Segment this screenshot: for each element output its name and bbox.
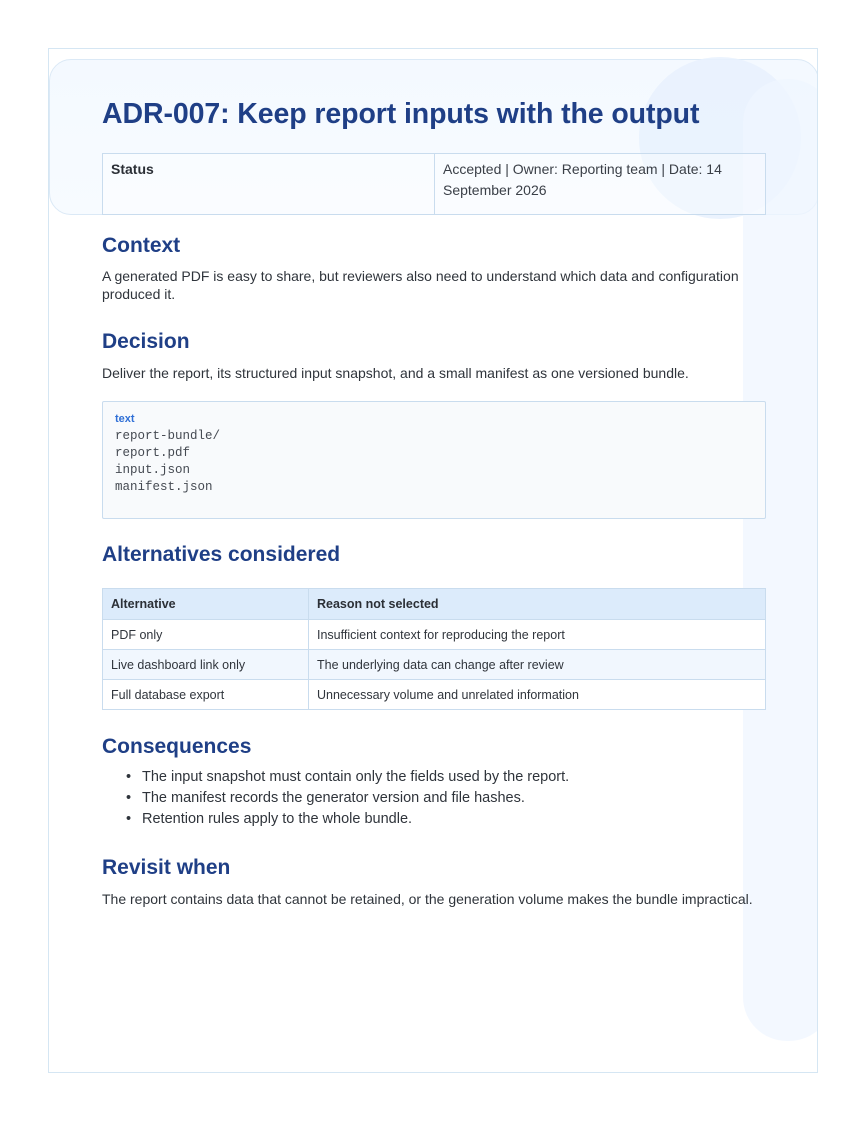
list-item-text: Retention rules apply to the whole bundle.	[142, 811, 413, 827]
reason-cell: Unnecessary volume and unrelated information	[309, 680, 766, 710]
column-header-alternative: Alternative	[103, 589, 309, 620]
reason-cell: Insufficient context for reproducing the report	[309, 620, 766, 650]
code-line: manifest.json	[115, 480, 213, 494]
status-label: Status	[103, 154, 435, 215]
decision-heading: Decision	[102, 330, 190, 353]
list-item-text: The manifest records the generator version and file hashes.	[142, 790, 525, 806]
column-header-reason: Reason not selected	[309, 589, 766, 620]
revisit-body: The report contains data that cannot be retained, or the generation volume makes the bundle impractical.	[102, 891, 753, 907]
document-page	[48, 48, 818, 1073]
alternative-cell: PDF only	[103, 620, 309, 650]
alternatives-table	[102, 588, 766, 710]
bullet-marker: •	[126, 790, 132, 806]
code-line: input.json	[115, 463, 191, 477]
list-item	[126, 767, 569, 788]
code-line: report.pdf	[115, 446, 191, 460]
table-header-row	[103, 589, 766, 620]
metadata-row	[103, 154, 766, 215]
metadata-table	[102, 153, 766, 215]
alternatives-heading: Alternatives considered	[102, 543, 341, 566]
alternative-cell: Full database export	[103, 680, 309, 710]
reason-cell: The underlying data can change after review	[309, 650, 766, 680]
table-row	[103, 620, 766, 650]
bullet-marker: •	[126, 769, 132, 785]
list-item	[126, 809, 569, 830]
status-value: Accepted | Owner: Reporting team | Date: 14 September 2026	[435, 154, 766, 215]
context-heading: Context	[102, 234, 181, 257]
code-block	[102, 401, 766, 519]
consequences-list	[126, 767, 569, 830]
bullet-marker: •	[126, 811, 132, 827]
alternative-cell: Live dashboard link only	[103, 650, 309, 680]
consequences-heading: Consequences	[102, 735, 252, 758]
decision-body: Deliver the report, its structured input snapshot, and a small manifest as one versioned bundle.	[102, 365, 689, 381]
revisit-heading: Revisit when	[102, 856, 231, 879]
code-language-label: text	[115, 413, 135, 425]
code-line: report-bundle/	[115, 429, 221, 443]
table-row	[103, 650, 766, 680]
list-item-text: The input snapshot must contain only the fields used by the report.	[142, 769, 570, 785]
page-title: ADR-007: Keep report inputs with the output	[102, 98, 700, 130]
list-item	[126, 788, 569, 809]
context-body: A generated PDF is easy to share, but reviewers also need to understand which data and configuration produced it.	[102, 268, 739, 302]
table-row	[103, 680, 766, 710]
